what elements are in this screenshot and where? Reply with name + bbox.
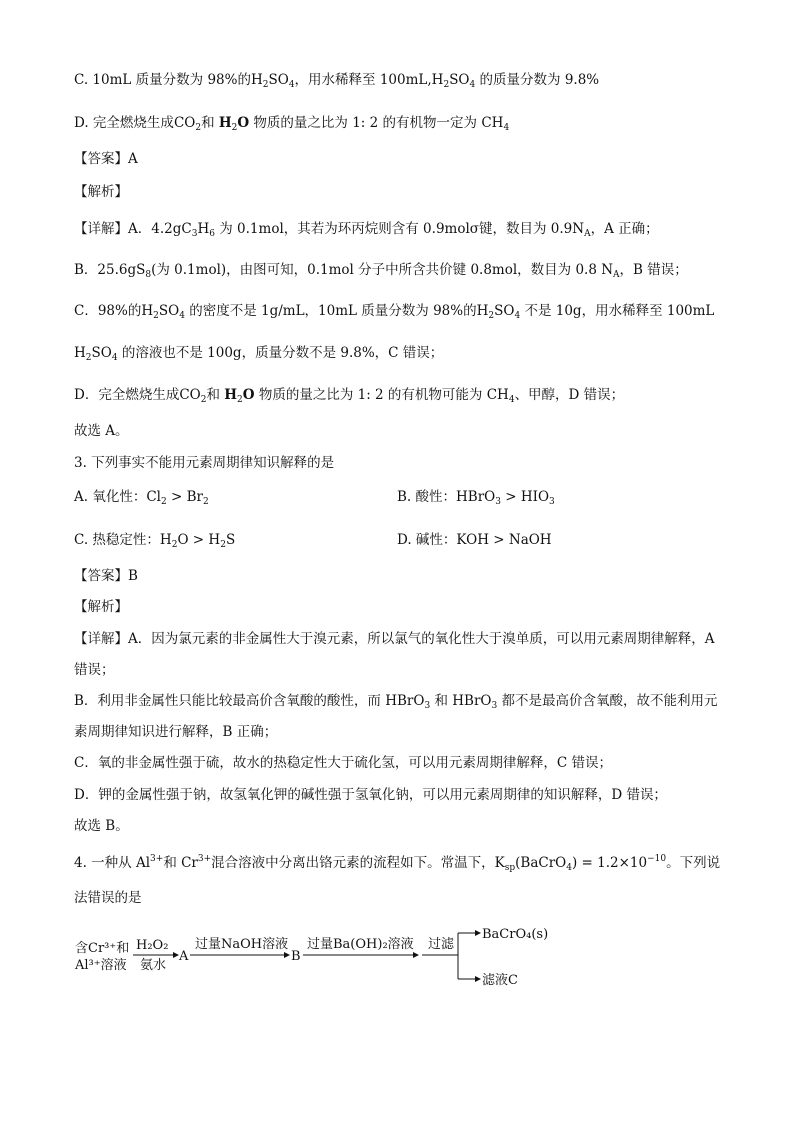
- arrow-2-head: [284, 952, 290, 958]
- text: ) = 1.2×10: [571, 855, 648, 871]
- subscript: 2: [200, 395, 207, 405]
- text: 的质量分数为 9.8%: [475, 72, 600, 88]
- subscript: 4: [179, 311, 185, 321]
- text: O > H: [177, 532, 221, 548]
- text: H: [224, 387, 238, 403]
- text: D．完全燃烧生成: [74, 387, 180, 403]
- reagent3: 过量Ba(OH)₂溶液: [307, 937, 414, 952]
- text: 的密度不是 1g/mL，10mL 质量分数为 98%的: [184, 303, 477, 319]
- text: C. 10mL 质量分数为 98%的: [74, 72, 251, 88]
- node-b: B: [291, 949, 301, 964]
- detail-a-line: [74, 220, 659, 238]
- subscript: 2: [231, 123, 238, 133]
- q3-option-d: D. 碱性：KOH > NaOH: [397, 532, 552, 548]
- detail-a-cont-line: 错误；: [74, 662, 115, 678]
- conclusion-line: 故选 A。: [74, 423, 129, 439]
- text: 和: [201, 115, 219, 131]
- text: O: [237, 115, 250, 131]
- text: A. 氧化性：Cl: [74, 489, 161, 505]
- option-d-line: [74, 114, 509, 132]
- text: 的溶液也不是 100g，质量分数不是 9.8%，C 错误；: [117, 345, 444, 361]
- answer-label: 【答案】B: [74, 568, 138, 584]
- text: CH: [486, 387, 509, 403]
- subscript: 3: [191, 229, 198, 239]
- subscript: 2: [262, 80, 269, 90]
- question-4-stem: [74, 854, 720, 872]
- subscript: 3: [491, 701, 498, 711]
- question-3-stem: 3. 下列事实不能用元素周期律知识解释的是: [74, 455, 335, 471]
- text: 物质的量之比为 1: 2 的有机物一定为: [249, 115, 482, 131]
- question-4-stem-cont: 法错误的是: [74, 890, 142, 906]
- text: B. 酸性：HBrO: [397, 489, 496, 505]
- text: SO: [494, 303, 515, 319]
- q3-option-b: [397, 488, 555, 506]
- subscript: 3: [424, 701, 431, 711]
- text: N: [601, 262, 614, 278]
- detail-c-line: C．氧的非金属性强于硫，故水的热稳定性大于硫化氢，可以用元素周期律解释，C 错误；: [74, 755, 612, 771]
- text: SO: [268, 72, 289, 88]
- text: (为 0.1mol)，由图可知，0.1mol 分子中所含共价键 0.8mol，数目为 0.8: [151, 262, 602, 278]
- text: SO: [91, 345, 112, 361]
- subscript: 2: [488, 311, 495, 321]
- text: SO: [158, 303, 180, 319]
- subscript: 4: [514, 311, 521, 321]
- subscript: 4: [469, 80, 476, 90]
- subscript: A: [613, 270, 620, 280]
- text: H: [197, 221, 210, 237]
- text: H: [218, 115, 232, 131]
- subscript: 2: [171, 540, 178, 550]
- step-filter: 过滤: [428, 937, 455, 952]
- detail-b-line: [74, 692, 718, 710]
- detail-c-cont-line: [74, 344, 443, 362]
- detail-c-line: [74, 302, 714, 320]
- text: 和: [206, 387, 225, 403]
- detail-a-line: 【详解】A．因为氯元素的非金属性大于溴元素，所以氯气的氧化性大于溴单质，可以用元素周期律解释，A: [74, 631, 715, 647]
- detail-d-line: D．钾的金属性强于钠，故氢氧化钾的碱性强于氢氧化钠，可以用元素周期律的知识解释，D 错误；: [74, 787, 667, 803]
- subscript: 4: [508, 395, 515, 405]
- process-flow-diagram: [70, 918, 550, 998]
- text: B．利用非金属性只能比较最高价含氧酸的酸性，而 HBrO: [74, 693, 425, 709]
- arrow-3-head: [413, 952, 419, 958]
- text: 和 HBrO: [430, 693, 492, 709]
- text: > HIO: [500, 489, 550, 505]
- text: ，A 正确；: [590, 221, 659, 237]
- superscript: 3+: [150, 854, 164, 864]
- text: C: [181, 221, 192, 237]
- subscript: 4: [566, 863, 572, 873]
- product-bottom: 滤液C: [482, 973, 518, 988]
- text: CO: [173, 115, 196, 131]
- subscript: 8: [145, 270, 152, 280]
- q3-option-a: [74, 488, 209, 506]
- subscript: 2: [85, 353, 92, 363]
- text: > Br: [166, 489, 203, 505]
- subscript: 3: [549, 497, 555, 507]
- answer-label: 【答案】A: [74, 151, 138, 167]
- q3-option-c: [74, 531, 235, 549]
- text: C．98%的: [74, 303, 142, 319]
- branch-top-head: [475, 930, 481, 936]
- conclusion-line: 故选 B。: [74, 818, 129, 834]
- text: 为 0.1mol，其若为环丙烷则含有 0.9molσ键，数目为 0.9: [214, 221, 573, 237]
- text: B．25.6g: [74, 262, 137, 278]
- text: S: [136, 262, 146, 278]
- subscript: 2: [160, 497, 167, 507]
- text: H: [74, 345, 86, 361]
- text: 【详解】A．4.2g: [74, 221, 182, 237]
- text: H: [141, 303, 154, 319]
- analysis-label: 【解析】: [74, 599, 128, 615]
- text: O: [242, 387, 255, 403]
- text: H: [476, 303, 489, 319]
- start-solution-line2: Al³⁺溶液: [75, 958, 127, 973]
- subscript: 2: [237, 395, 243, 405]
- text: S: [225, 532, 236, 548]
- text: H: [250, 72, 263, 88]
- subscript: 4: [111, 353, 118, 363]
- reagent1-top: H₂O₂: [136, 938, 169, 953]
- text: 和 Cr: [163, 855, 198, 871]
- subscript: 2: [153, 311, 159, 321]
- text: ，用水稀释至 100mL,: [294, 72, 432, 88]
- subscript: sp: [504, 863, 516, 873]
- text: 混合溶液中分离出铬元素的流程如下。常温下，K: [211, 855, 505, 871]
- detail-b-line: [74, 261, 688, 279]
- node-a: A: [179, 949, 189, 964]
- subscript: 2: [203, 497, 209, 507]
- text: CO: [179, 387, 201, 403]
- superscript: 3+: [197, 854, 212, 864]
- subscript: 2: [220, 540, 226, 550]
- text: H: [431, 72, 444, 88]
- superscript: −10: [647, 854, 667, 864]
- start-solution-line1: 含Cr³⁺和: [75, 941, 130, 956]
- subscript: 6: [209, 229, 215, 239]
- text: 物质的量之比为 1: 2 的有机物可能为: [254, 387, 487, 403]
- text: (BaCrO: [515, 855, 567, 871]
- text: D. 完全燃烧生成: [74, 115, 174, 131]
- product-top: BaCrO₄(s): [482, 927, 549, 942]
- detail-b-cont-line: 素周期律知识进行解释，B 正确；: [74, 724, 278, 740]
- text: SO: [449, 72, 470, 88]
- subscript: 2: [195, 123, 202, 133]
- text: N: [572, 221, 585, 237]
- option-c-line: [74, 71, 599, 89]
- subscript: 3: [495, 497, 501, 507]
- subscript: A: [584, 229, 591, 239]
- subscript: 4: [503, 123, 510, 133]
- branch-bottom-head: [475, 976, 481, 982]
- text: ，B 错误；: [619, 262, 688, 278]
- text: 、甲醇，D 错误；: [514, 387, 625, 403]
- text: CH: [481, 115, 504, 131]
- subscript: 4: [288, 80, 295, 90]
- subscript: 2: [443, 80, 450, 90]
- text: 不是 10g，用水稀释至 100mL: [520, 303, 715, 319]
- text: 都不是最高价含氧酸，故不能利用元: [497, 693, 718, 709]
- text: 。下列说: [666, 855, 721, 871]
- reagent2: 过量NaOH溶液: [195, 937, 289, 952]
- text: C. 热稳定性：H: [74, 532, 172, 548]
- reagent1-bottom: 氨水: [140, 958, 167, 973]
- text: 4. 一种从 Al: [74, 855, 151, 871]
- analysis-label: 【解析】: [74, 184, 128, 200]
- detail-d-line: [74, 386, 624, 404]
